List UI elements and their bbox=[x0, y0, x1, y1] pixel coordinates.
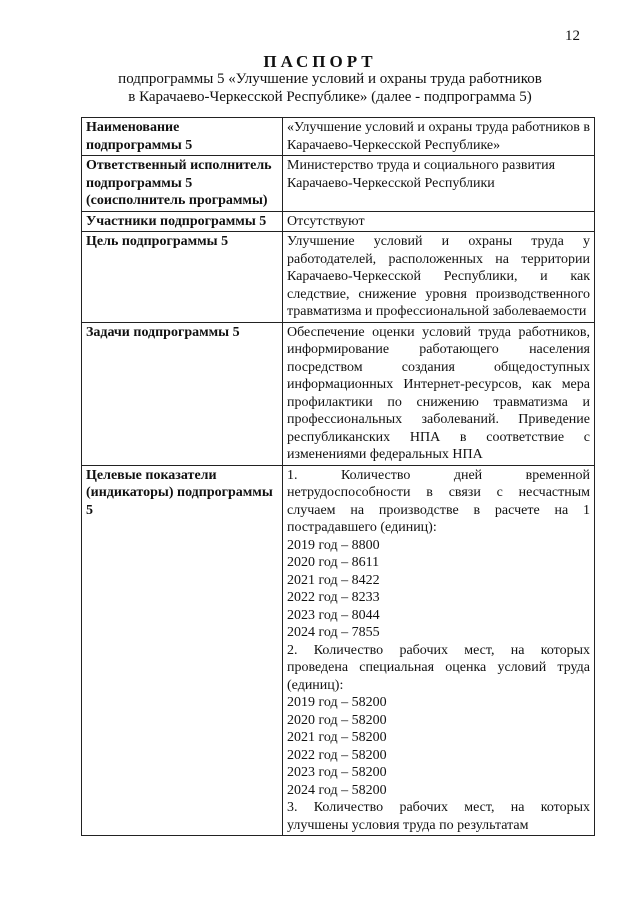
page-number: 12 bbox=[565, 28, 580, 44]
row-label-executor: Ответственный исполнитель подпрограммы 5 (соисполнитель программы) bbox=[82, 156, 283, 212]
indicator-2-value: 2023 год – 58200 bbox=[287, 765, 387, 780]
table-row bbox=[82, 118, 595, 156]
table-row bbox=[82, 322, 595, 465]
indicator-1-value: 2021 год – 8422 bbox=[287, 572, 380, 588]
document-subtitle bbox=[60, 70, 600, 106]
row-value-executor: Министерство труда и социального развития Карачаево-Черкесской Республики bbox=[283, 156, 595, 212]
indicator-1-value: 2022 год – 8233 bbox=[287, 590, 380, 605]
indicator-2-value: 2021 год – 58200 bbox=[287, 730, 387, 745]
row-value-goal: Улучшение условий и охраны труда у работодателей, расположенных на территории Карачаево-Черкесской Республики, и как следствие, снижение уровня производственного травматизма и профессиональной заболеваемости bbox=[283, 232, 595, 323]
row-label-tasks: Задачи подпрограммы 5 bbox=[82, 322, 283, 465]
passport-table bbox=[81, 117, 595, 836]
row-label-goal: Цель подпрограммы 5 bbox=[82, 232, 283, 323]
row-value-participants: Отсутствуют bbox=[283, 211, 595, 232]
indicator-2-title: 2. Количество рабочих мест, на которых проведена специальная оценка условий труда (единиц): bbox=[287, 642, 590, 693]
row-label-name: Наименование подпрограммы 5 bbox=[82, 118, 283, 156]
indicator-3-title: 3. Количество рабочих мест, на которых улучшены условия труда по результатам bbox=[287, 800, 590, 833]
indicator-1-title: 1. Количество дней временной нетрудоспособности в связи с несчастным случаем на производстве в расчете на 1 пострадавшего (единиц): bbox=[287, 467, 590, 535]
table-row bbox=[82, 465, 595, 836]
row-label-participants: Участники подпрограммы 5 bbox=[82, 211, 283, 232]
indicator-1-value: 2020 год – 8611 bbox=[287, 555, 380, 570]
subtitle-line-1: подпрограммы 5 «Улучшение условий и охраны труда работников bbox=[118, 71, 542, 87]
indicator-2-value: 2020 год – 58200 bbox=[287, 712, 387, 728]
table-row bbox=[82, 156, 595, 212]
indicator-2-value: 2022 год – 58200 bbox=[287, 747, 387, 763]
indicator-2-value: 2024 год – 58200 bbox=[287, 782, 387, 798]
row-value-indicators bbox=[283, 465, 595, 836]
row-label-indicators: Целевые показатели (индикаторы) подпрограммы 5 bbox=[82, 465, 283, 836]
subtitle-line-2: в Карачаево-Черкесской Республике» (далее - подпрограмма 5) bbox=[128, 89, 532, 105]
document-title: ПАСПОРТ bbox=[263, 52, 377, 71]
indicator-1-value: 2023 год – 8044 bbox=[287, 607, 380, 623]
indicator-2-value: 2019 год – 58200 bbox=[287, 695, 387, 710]
table-row bbox=[82, 211, 595, 232]
indicator-1-value: 2024 год – 7855 bbox=[287, 625, 380, 640]
indicator-1-value: 2019 год – 8800 bbox=[287, 537, 380, 553]
table-row bbox=[82, 232, 595, 323]
row-value-tasks: Обеспечение оценки условий труда работников, информирование работающего населения посредством создания общедоступных информационных Интернет-ресурсов, как мера профилактики по снижению травматизма и профессиональных заболеваний. Приведение республиканских НПА в соответствие с изменениями федеральных НПА bbox=[283, 322, 595, 465]
row-value-name: «Улучшение условий и охраны труда работников в Карачаево-Черкесской Республике» bbox=[283, 118, 595, 156]
